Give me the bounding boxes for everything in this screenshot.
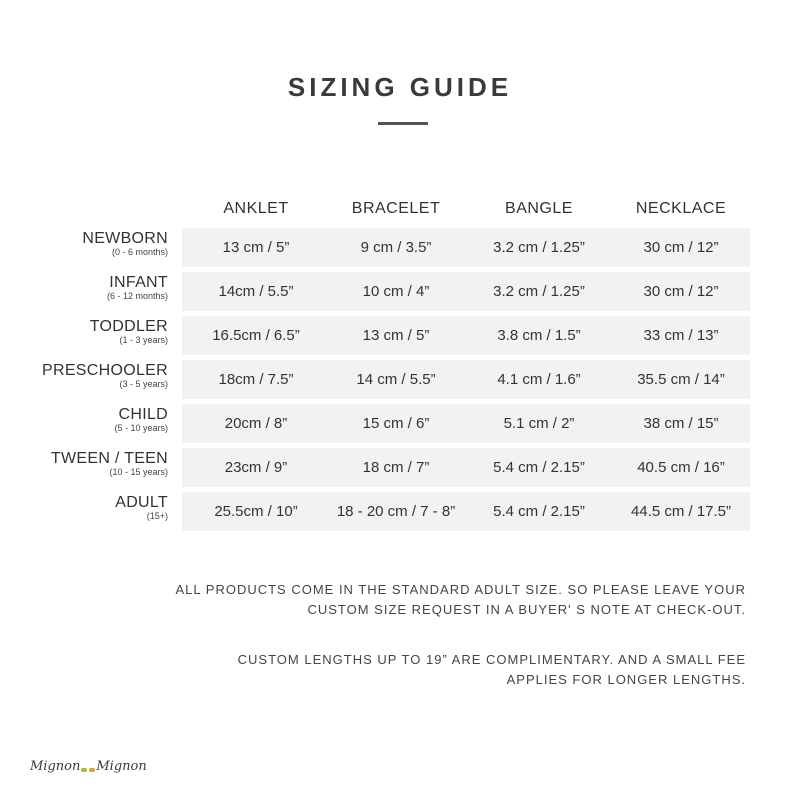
age-range: (1 - 3 years) [119, 335, 168, 345]
age-group-name: PRESCHOOLER [42, 362, 168, 379]
brand-logo [30, 744, 147, 774]
table-row [0, 272, 800, 311]
column-header-bangle: BANGLE [505, 200, 573, 217]
table-row [0, 228, 800, 267]
age-group-name: ADULT [115, 494, 168, 511]
row-label [107, 274, 168, 302]
table-cell: 16.5cm / 6.5” [212, 327, 300, 344]
table-cell: 40.5 cm / 16” [637, 459, 725, 476]
age-group-name: CHILD [118, 406, 168, 423]
table-cell: 13 cm / 5” [362, 327, 430, 344]
table-cell: 14 cm / 5.5” [356, 371, 436, 388]
table-cell: 23cm / 9” [224, 459, 288, 476]
table-cell: 3.2 cm / 1.25” [493, 283, 585, 300]
age-range: (3 - 5 years) [119, 379, 168, 389]
age-range: (0 - 6 months) [111, 247, 168, 257]
age-range: (10 - 15 years) [109, 467, 168, 477]
table-cell: 20cm / 8” [224, 415, 288, 432]
table-cell: 5.1 cm / 2” [503, 415, 575, 432]
table-cell: 44.5 cm / 17.5” [630, 503, 732, 520]
custom-length-note [238, 650, 746, 690]
table-cell: 35.5 cm / 14” [637, 371, 725, 388]
standard-size-note [176, 580, 746, 620]
table-cell: 15 cm / 6” [362, 415, 430, 432]
table-cell: 3.8 cm / 1.5” [497, 327, 581, 344]
note-line: APPLIES FOR LONGER LENGTHS. [506, 672, 746, 687]
leaf-icon [89, 768, 95, 772]
note-line: CUSTOM SIZE REQUEST IN A BUYER' S NOTE AT CHECK-OUT. [307, 602, 746, 617]
logo-text-right: Mignon [96, 759, 147, 774]
age-range: (5 - 10 years) [114, 423, 168, 433]
table-cell: 9 cm / 3.5” [360, 239, 432, 256]
row-label [114, 406, 168, 434]
age-group-name: TWEEN / TEEN [50, 450, 168, 467]
page-title: SIZING GUIDE [287, 72, 513, 102]
table-cell: 5.4 cm / 2.15” [493, 503, 585, 520]
table-row [0, 492, 800, 531]
table-cell: 10 cm / 4” [362, 283, 430, 300]
row-label [115, 494, 168, 522]
table-cell: 18 - 20 cm / 7 - 8” [336, 503, 456, 520]
row-label [90, 318, 168, 346]
age-range: (15+) [146, 511, 168, 521]
age-range: (6 - 12 months) [106, 291, 168, 301]
table-cell: 13 cm / 5” [222, 239, 290, 256]
column-header-necklace: NECKLACE [635, 200, 727, 217]
table-cell: 14cm / 5.5” [218, 283, 294, 300]
table-cell: 5.4 cm / 2.15” [493, 459, 585, 476]
table-cell: 18cm / 7.5” [218, 371, 294, 388]
note-line: ALL PRODUCTS COME IN THE STANDARD ADULT SIZE. SO PLEASE LEAVE YOUR [175, 582, 746, 597]
table-cell: 25.5cm / 10” [214, 503, 298, 520]
table-cell: 18 cm / 7” [362, 459, 430, 476]
age-group-name: TODDLER [89, 318, 168, 335]
column-header-anklet: ANKLET [223, 200, 289, 217]
table-cell: 30 cm / 12” [643, 283, 719, 300]
logo-text-left: Mignon [30, 759, 81, 774]
table-cell: 3.2 cm / 1.25” [493, 239, 585, 256]
leaf-icon [81, 768, 87, 772]
note-line: CUSTOM LENGTHS UP TO 19” ARE COMPLIMENTARY. AND A SMALL FEE [237, 652, 746, 667]
table-cell: 30 cm / 12” [643, 239, 719, 256]
table-row [0, 404, 800, 443]
age-group-name: NEWBORN [82, 230, 168, 247]
table-cell: 38 cm / 15” [643, 415, 719, 432]
row-label [42, 362, 168, 390]
table-row [0, 448, 800, 487]
row-label [51, 450, 168, 478]
table-row [0, 316, 800, 355]
table-cell: 33 cm / 13” [643, 327, 719, 344]
table-row [0, 360, 800, 399]
table-cell: 4.1 cm / 1.6” [497, 371, 581, 388]
title-underline [378, 122, 428, 125]
age-group-name: INFANT [109, 274, 168, 291]
row-label [82, 230, 168, 258]
column-header-bracelet: BRACELET [351, 200, 441, 217]
